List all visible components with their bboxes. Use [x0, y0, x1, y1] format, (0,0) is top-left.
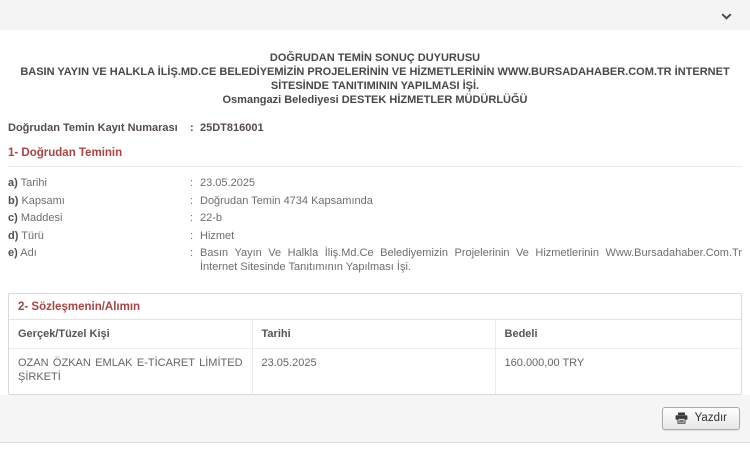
row-value: Hizmet	[200, 229, 235, 242]
row-key: d)	[8, 229, 19, 242]
row-key: a)	[8, 177, 18, 189]
row-colon: :	[190, 177, 194, 189]
col-header-kisi: Gerçek/Tüzel Kişi	[9, 320, 252, 349]
cell-tarihi: 23.05.2025	[252, 349, 495, 395]
info-row-adi	[8, 247, 742, 274]
row-colon: :	[190, 212, 194, 224]
row-colon: :	[190, 229, 194, 242]
record-number-colon: :	[190, 122, 194, 134]
info-row-kapsami	[8, 195, 742, 208]
title-line-2: BASIN YAYIN VE HALKLA İLİŞ.MD.CE BELEDİYEMİZİN PROJELERİNİN VE HİZMETLERİNİN WWW.BURSADAHABER.COM.TR İNTERNET SİTESİNDE TANITIMININ YAPILMASI İŞİ.	[20, 66, 730, 92]
row-key: e)	[8, 247, 18, 259]
chevron-down-icon	[721, 13, 732, 20]
row-label: Tarihi	[20, 177, 47, 189]
row-label: Kapsamı	[21, 194, 65, 207]
row-value: 23.05.2025	[200, 177, 256, 189]
info-row-tarihi	[8, 177, 742, 190]
record-number-label: Doğrudan Temin Kayıt Numarası	[8, 122, 178, 134]
title-line-1: DOĞRUDAN TEMİN SONUÇ DUYURUSU	[269, 52, 481, 64]
contract-table	[9, 320, 741, 394]
row-label: Maddesi	[20, 212, 63, 224]
title-line-3: Osmangazi Belediyesi DESTEK HİZMETLER MÜDÜRLÜĞÜ	[222, 94, 528, 106]
row-key: b)	[8, 194, 19, 207]
section1-rows	[8, 177, 742, 274]
cell-bedeli: 160.000,00 TRY	[504, 357, 585, 369]
row-key: c)	[8, 212, 18, 224]
col-header-bedeli: Bedeli	[495, 320, 741, 349]
announcement-title	[0, 30, 750, 107]
col-header-tarihi: Tarihi	[252, 320, 495, 349]
top-collapse-bar	[0, 0, 750, 30]
row-label: Türü	[21, 229, 44, 242]
cell-kisi: OZAN ÖZKAN EMLAK E-TİCARET LİMİTED ŞİRKETİ	[9, 349, 252, 395]
record-number-value: 25DT816001	[200, 122, 264, 134]
panel-footer	[0, 395, 750, 443]
info-row-maddesi	[8, 212, 742, 225]
row-label: Adı	[20, 247, 37, 259]
record-number-row	[8, 122, 742, 135]
printer-icon	[675, 412, 688, 424]
row-colon: :	[190, 247, 194, 259]
row-colon: :	[190, 194, 194, 207]
print-button[interactable]	[662, 407, 740, 430]
row-value: 22-b	[200, 212, 223, 224]
table-row	[9, 349, 741, 395]
section2-container	[8, 293, 742, 395]
section2-heading: 2- Sözleşmenin/Alımın	[9, 294, 741, 320]
announcement-panel	[0, 30, 750, 443]
print-button-label: Yazdır	[694, 412, 727, 424]
row-value: Basın Yayın Ve Halkla İliş.Md.Ce Belediyemizin Projelerinin Ve Hizmetlerinin Www.Bursadahaber.Com.Tr İnternet Sitesinde Tanıtımının Yapılması İşi.	[200, 247, 742, 273]
row-value: Doğrudan Temin 4734 Kapsamında	[200, 194, 373, 207]
section1-heading: 1- Doğrudan Teminin	[8, 147, 742, 167]
collapse-toggle-button[interactable]	[718, 9, 734, 23]
info-row-turu	[8, 230, 742, 243]
table-header-row	[9, 320, 741, 349]
